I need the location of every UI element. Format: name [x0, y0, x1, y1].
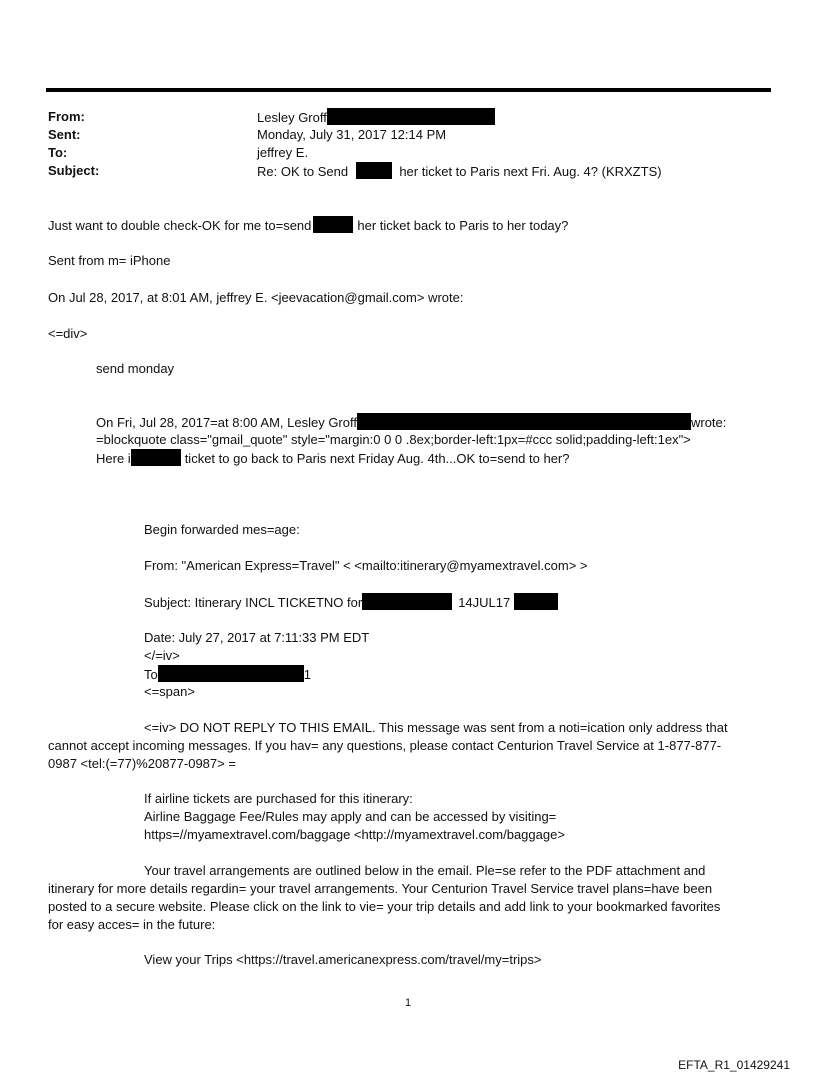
donotreply-line-3: 0987 <tel:(=77)%20877-0987> =	[48, 756, 236, 771]
quote-line-3-post: ticket to go back to Paris next Friday Aug. 4th...OK to=send to her?	[184, 451, 570, 466]
donotreply-line-1: <=iv> DO NOT REPLY TO THIS EMAIL. This message was sent from a noti=ication only address that	[144, 720, 728, 735]
on-jul28-line: On Jul 28, 2017, at 8:01 AM, jeffrey E. <jeevacation@gmail.com> wrote:	[48, 290, 464, 305]
quote-line-3	[96, 449, 569, 467]
quote-line-2: =blockquote class="gmail_quote" style="margin:0 0 0 .8ex;border-left:1px=#ccc solid;padding-left:1ex">	[96, 432, 691, 447]
fwd-to-pre: To	[144, 667, 158, 682]
quote-line-1-post: wrote:	[690, 415, 727, 430]
fwd-from-line: From: "American Express=Travel" < <mailto:itinerary@myamextravel.com> >	[144, 558, 588, 573]
quote-line-1	[96, 413, 726, 431]
quote-line-1-pre: On Fri, Jul 28, 2017=at 8:00 AM, Lesley Groff	[96, 415, 357, 430]
redaction-box	[362, 593, 452, 610]
redaction-box	[356, 162, 392, 179]
redaction-box	[514, 593, 558, 610]
subject-label: Subject:	[48, 163, 100, 178]
begin-forwarded-line: Begin forwarded mes=age:	[144, 522, 300, 537]
close-iv-line: </=iv>	[144, 648, 180, 663]
body-line-1-pre: Just want to double check-OK for me to=send	[48, 218, 312, 233]
to-label: To:	[48, 145, 68, 160]
subject-post: her ticket to Paris next Fri. Aug. 4? (KRXZTS)	[399, 164, 662, 179]
travel-line-4: for easy acces= in the future:	[48, 917, 216, 932]
div-tag-line: <=div>	[48, 326, 88, 341]
quote-line-3-pre: Here i	[96, 451, 131, 466]
to-value: jeffrey E.	[257, 145, 309, 160]
redaction-box	[158, 665, 304, 682]
fwd-to-line	[144, 665, 311, 683]
subject-value	[257, 162, 662, 180]
redaction-box	[327, 108, 495, 125]
body-line-1	[48, 216, 568, 234]
airline-line-3: https=//myamextravel.com/baggage <http://myamextravel.com/baggage>	[144, 827, 565, 842]
from-name: Lesley Groff	[257, 110, 327, 125]
redaction-box	[131, 449, 181, 466]
page-number: 1	[404, 997, 412, 1009]
redaction-box	[357, 413, 691, 430]
sent-from-line: Sent from m= iPhone	[48, 253, 171, 268]
header-rule	[46, 88, 771, 92]
send-monday-line: send monday	[96, 361, 175, 376]
subject-pre: Re: OK to Send	[257, 164, 349, 179]
fwd-subject-pre: Subject: Itinerary INCL TICKETNO for	[144, 595, 363, 610]
fwd-to-post: 1	[303, 667, 311, 682]
from-label: From:	[48, 109, 85, 124]
redaction-box	[313, 216, 353, 233]
bates-number: EFTA_R1_01429241	[678, 1058, 790, 1072]
travel-line-1: Your travel arrangements are outlined below in the email. Ple=se refer to the PDF attachment and	[144, 863, 706, 878]
fwd-date-line: Date: July 27, 2017 at 7:11:33 PM EDT	[144, 630, 370, 645]
airline-line-1: If airline tickets are purchased for this itinerary:	[144, 791, 413, 806]
from-value	[257, 108, 495, 126]
span-tag-line: <=span>	[144, 684, 195, 699]
sent-value: Monday, July 31, 2017 12:14 PM	[257, 127, 447, 142]
body-line-1-post: her ticket back to Paris to her today?	[357, 218, 569, 233]
fwd-subject-line	[144, 593, 558, 611]
donotreply-line-2: cannot accept incoming messages. If you hav= any questions, please contact Centurion Travel Service at 1-877-877-	[48, 738, 722, 753]
travel-line-2: itinerary for more details regardin= your travel arrangements. Your Centurion Travel Service travel plans=have been	[48, 881, 713, 896]
view-trips-line: View your Trips <https://travel.americanexpress.com/travel/my=trips>	[144, 952, 542, 967]
sent-label: Sent:	[48, 127, 81, 142]
travel-line-3: posted to a secure website. Please click on the link to vie= your trip details and add link to your bookmarked favorites	[48, 899, 721, 914]
fwd-subject-mid: 14JUL17	[458, 595, 511, 610]
airline-line-2: Airline Baggage Fee/Rules may apply and can be accessed by visiting=	[144, 809, 557, 824]
